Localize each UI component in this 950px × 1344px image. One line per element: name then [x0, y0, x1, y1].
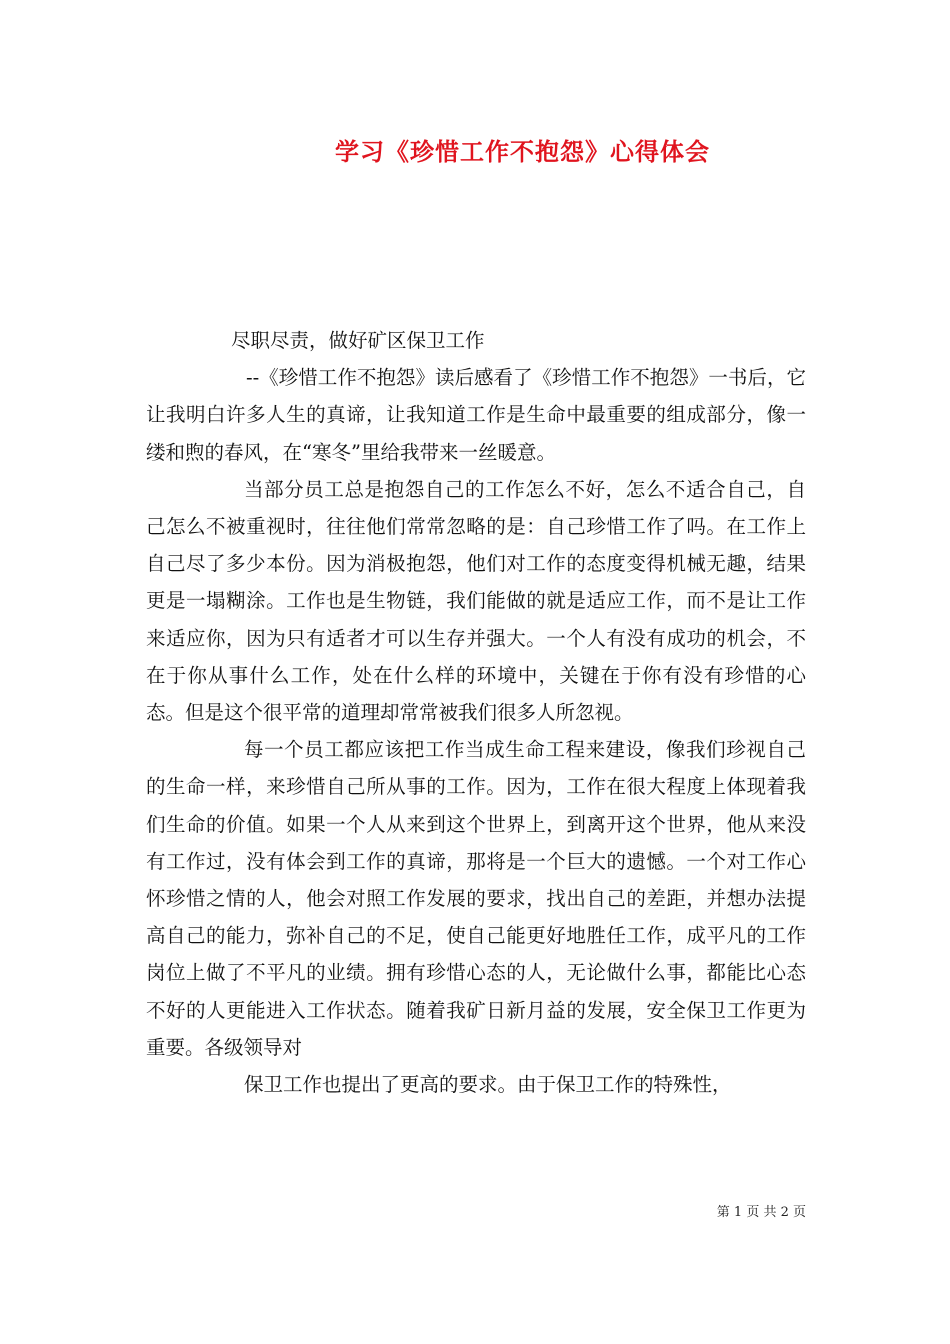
paragraph-3: 每一个员工都应该把工作当成生命工程来建设，像我们珍视自己的生命一样，来珍惜自己所从事的工作。因为，工作在很大程度上体现着我们生命的价值。如果一个人从来到这个世界上，到离开这个世界，他从来没有工作过，没有体会到工作的真谛，那将是一个巨大的遗憾。一个对工作心怀珍惜之情的人，他会对照工作发展的要求，找出自己的差距，并想办法提高自己的能力，弥补自己的不足，使自己能更好地胜任工作，成平凡的工作岗位上做了不平凡的业绩。拥有珍惜心态的人，无论做什么事，都能比心态不好的人更能进入工作状态。随着我矿日新月益的发展，安全保卫工作更为重要。各级领导对 [146, 738, 806, 1059]
paragraph-2: 当部分员工总是抱怨自己的工作怎么不好，怎么不适合自己，自己怎么不被重视时，往往他们常常忽略的是：自己珍惜工作了吗。在工作上自己尽了多少本份。因为消极抱怨，他们对工作的态度变得机械无趣，结果更是一塌糊涂。工作也是生物链，我们能做的就是适应工作，而不是让工作来适应你，因为只有适者才可以生存并强大。一个人有没有成功的机会，不在于你从事什么工作，处在什么样的环境中，关键在于你有没有珍惜的心态。但是这个很平常的道理却常常被我们很多人所忽视。 [146, 477, 806, 725]
paragraph-4: 保卫工作也提出了更高的要求。由于保卫工作的特殊性， [244, 1073, 732, 1097]
document-title: 学习《珍惜工作不抱怨》心得体会 [335, 137, 710, 166]
document-body [146, 322, 806, 1103]
page-number-footer: 第 1 页 共 2 页 [716, 1205, 806, 1220]
document-subtitle: 尽职尽责，做好矿区保卫工作 [231, 329, 485, 352]
paragraph-1: --《珍惜工作不抱怨》读后感看了《珍惜工作不抱怨》一书后，它让我明白许多人生的真谛，让我知道工作是生命中最重要的组成部分，像一缕和煦的春风，在“寒冬”里给我带来一丝暖意。 [146, 366, 806, 464]
